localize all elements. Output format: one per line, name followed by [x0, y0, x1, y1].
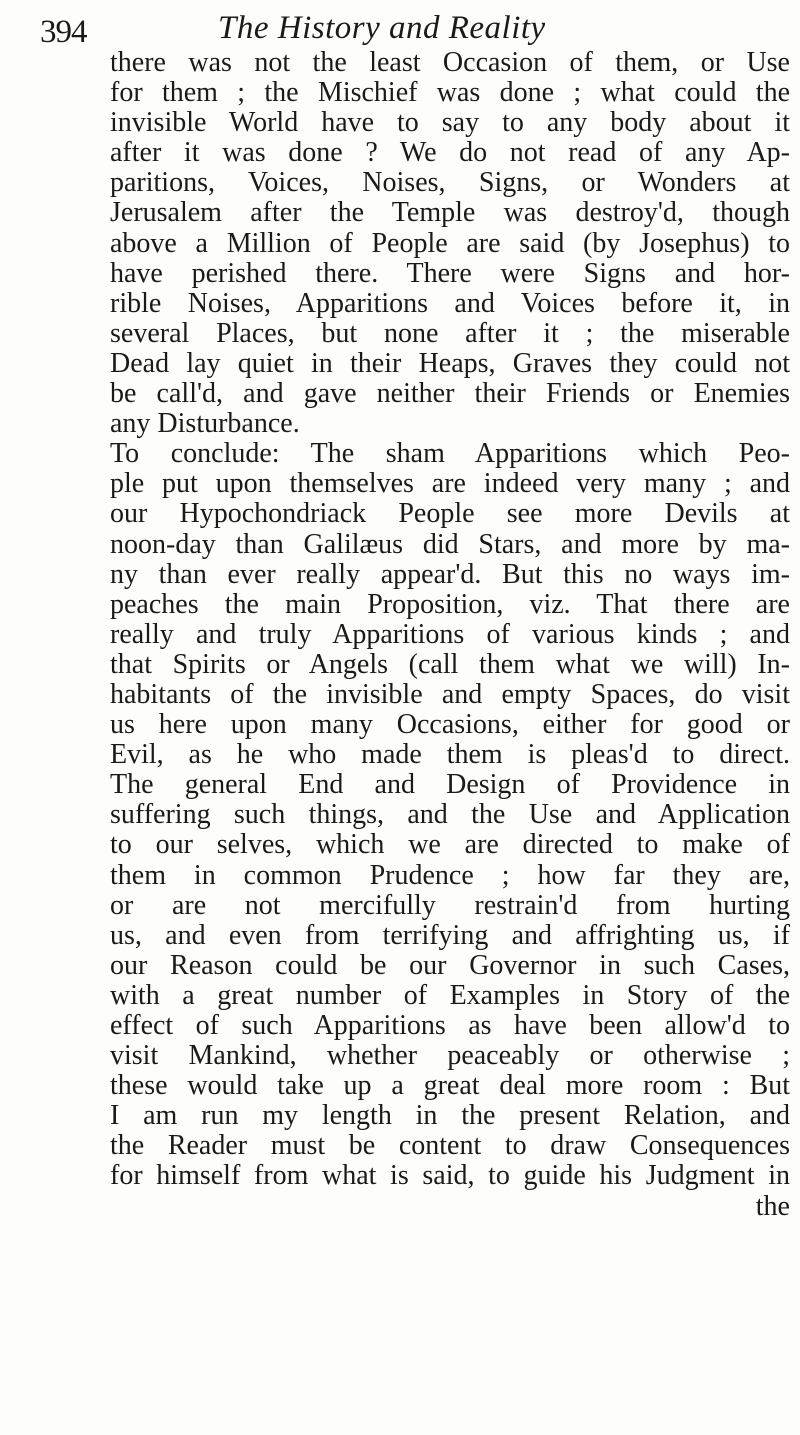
- text-line: after it was done ? We do not read of any Ap-: [110, 137, 790, 169]
- text-line: suffering such things, and the Use and Application: [110, 799, 790, 831]
- text-line: ny than ever really appear'd. But this no ways im-: [110, 558, 790, 590]
- text-line: rible Noises, Apparitions and Voices before it, in: [110, 287, 790, 319]
- text-line: or are not mercifully restrain'd from hurting: [110, 889, 790, 921]
- text-line: the Reader must be content to draw Consequences: [110, 1130, 790, 1162]
- text-line: above a Million of People are said (by Josephus) to: [110, 227, 790, 259]
- text-line: I am run my length in the present Relation, and: [110, 1100, 790, 1132]
- text-line: be call'd, and gave neither their Friends or Enemies: [110, 378, 790, 410]
- text-line: several Places, but none after it ; the miserable: [110, 317, 790, 349]
- text-line: have perished there. There were Signs and hor-: [110, 257, 790, 289]
- text-line: paritions, Voices, Noises, Signs, or Wonders at: [110, 167, 790, 199]
- catchword: the: [755, 1190, 790, 1222]
- text-line: ple put upon themselves are indeed very many ; and: [110, 468, 790, 500]
- text-line: Evil, as he who made them is pleas'd to direct.: [110, 739, 790, 771]
- text-line: Dead lay quiet in their Heaps, Graves they could not: [110, 347, 790, 379]
- text-line: us, and even from terrifying and affrighting us, if: [110, 919, 790, 951]
- text-line: these would take up a great deal more room : But: [110, 1070, 790, 1102]
- text-line: with a great number of Examples in Story of the: [110, 979, 790, 1011]
- text-line: our Hypochondriack People see more Devils at: [110, 498, 790, 530]
- text-line: peaches the main Proposition, viz. That there are: [110, 588, 790, 620]
- text-line: our Reason could be our Governor in such Cases,: [110, 949, 790, 981]
- text-line: noon-day than Galilæus did Stars, and more by ma-: [110, 528, 790, 560]
- text-line: them in common Prudence ; how far they are,: [110, 859, 790, 891]
- body-text: [110, 48, 790, 1222]
- running-title: The History and Reality: [218, 10, 546, 46]
- text-line: to our selves, which we are directed to make of: [110, 829, 790, 861]
- text-line: us here upon many Occasions, either for good or: [110, 709, 790, 741]
- text-line: that Spirits or Angels (call them what we will) In-: [110, 648, 790, 680]
- text-line: visit Mankind, whether peaceably or otherwise ;: [110, 1040, 790, 1072]
- text-line: The general End and Design of Providence in: [110, 769, 790, 801]
- text-line: invisible World have to say to any body about it: [110, 107, 790, 139]
- text-line: Jerusalem after the Temple was destroy'd, though: [110, 197, 790, 229]
- text-line: really and truly Apparitions of various kinds ; and: [110, 618, 790, 650]
- text-line: for them ; the Mischief was done ; what could the: [110, 77, 790, 109]
- text-line: there was not the least Occasion of them, or Use: [110, 47, 790, 78]
- text-line: To conclude: The sham Apparitions which Peo-: [110, 438, 790, 470]
- text-line: habitants of the invisible and empty Spaces, do visit: [110, 678, 790, 710]
- text-line: effect of such Apparitions as have been allow'd to: [110, 1010, 790, 1041]
- page-number: 394: [40, 14, 87, 50]
- text-line: any Disturbance.: [110, 408, 300, 440]
- text-line: for himself from what is said, to guide his Judgment in: [110, 1160, 790, 1192]
